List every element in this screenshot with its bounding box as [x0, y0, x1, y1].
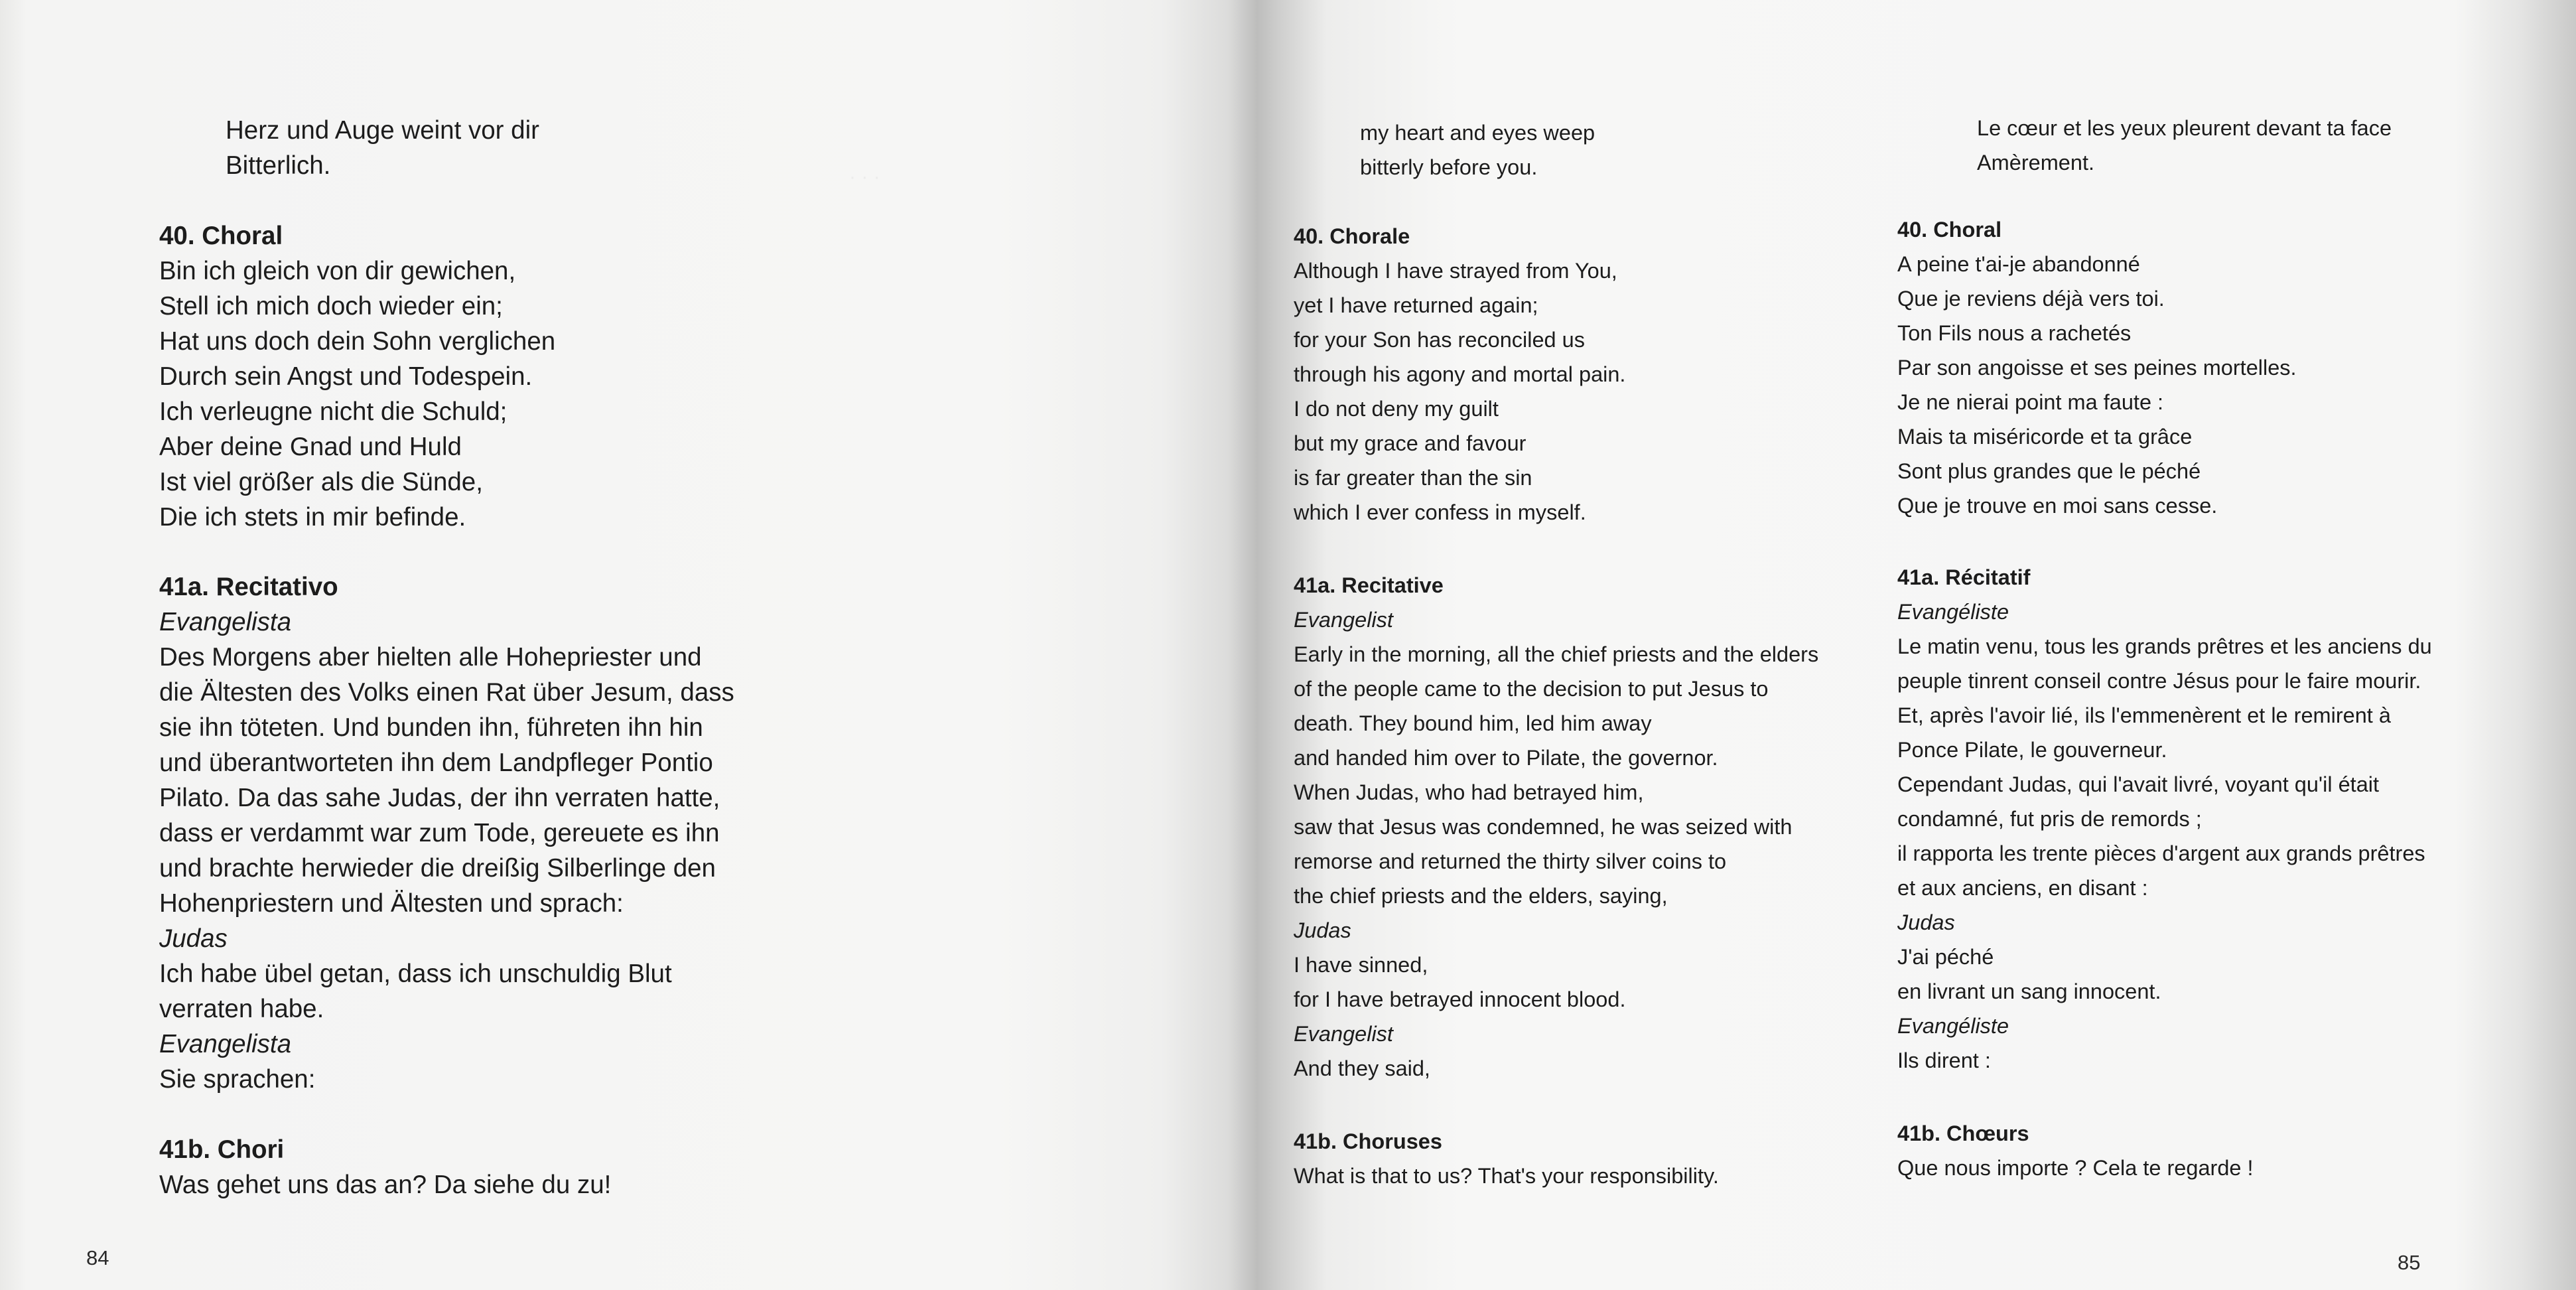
text-line: condamné, fut pris de remords ;	[1897, 807, 2202, 831]
text-line: through his agony and mortal pain.	[1294, 362, 1626, 386]
speaker-label: Evangéliste	[1897, 600, 2009, 624]
text-line: Mais ta miséricorde et ta grâce	[1897, 425, 2193, 449]
text-line: Que je reviens déjà vers toi.	[1897, 287, 2165, 311]
text-line: What is that to us? That's your responsibility.	[1294, 1164, 1719, 1188]
speaker-label: Evangelista	[159, 1030, 292, 1058]
text-line: When Judas, who had betrayed him,	[1294, 780, 1644, 804]
text-line: et aux anciens, en disant :	[1897, 876, 2148, 900]
speaker-label: Evangéliste	[1897, 1014, 2009, 1038]
text-line: and handed him over to Pilate, the governor.	[1294, 746, 1718, 770]
text-line: Des Morgens aber hielten alle Hohepriester und	[159, 643, 702, 672]
section-heading: 41a. Recitativo	[159, 573, 338, 601]
page-number-right: 85	[2398, 1251, 2421, 1274]
section-heading: 40. Chorale	[1294, 224, 1410, 248]
section-heading: 41b. Choruses	[1294, 1129, 1442, 1153]
text-line: Par son angoisse et ses peines mortelles.	[1897, 356, 2297, 380]
text-line: und brachte herwieder die dreißig Silberlinge den	[159, 854, 716, 883]
text-line: Ton Fils nous a rachetés	[1897, 321, 2132, 345]
show-through-text: · · ·	[849, 166, 880, 188]
text-line: Et, après l'avoir lié, ils l'emmenèrent et le remirent à	[1897, 703, 2391, 727]
speaker-label: Evangelist	[1294, 1022, 1393, 1046]
text-line: And they said,	[1294, 1056, 1430, 1080]
section-heading: 41b. Chori	[159, 1135, 285, 1164]
text-line: Ponce Pilate, le gouverneur.	[1897, 738, 2167, 762]
text-line: il rapporta les trente pièces d'argent aux grands prêtres	[1897, 841, 2425, 865]
text-line: Was gehet uns das an? Da siehe du zu!	[159, 1171, 612, 1199]
text-line: for I have betrayed innocent blood.	[1294, 987, 1626, 1011]
text-line: Amèrement.	[1977, 151, 2095, 175]
text-line: Bin ich gleich von dir gewichen,	[159, 257, 516, 285]
text-line: verraten habe.	[159, 995, 324, 1023]
text-line: for your Son has reconciled us	[1294, 328, 1585, 352]
text-line: the chief priests and the elders, saying,	[1294, 884, 1668, 908]
text-line: Que je trouve en moi sans cesse.	[1897, 494, 2218, 518]
text-line: Aber deine Gnad und Huld	[159, 433, 462, 461]
text-line: dass er verdammt war zum Tode, gereuete es ihn	[159, 819, 720, 847]
text-line: death. They bound him, led him away	[1294, 711, 1652, 735]
text-line: Ist viel größer als die Sünde,	[159, 468, 483, 496]
speaker-label: Judas	[159, 924, 228, 953]
speaker-label: Evangelista	[159, 608, 292, 636]
text-line: which I ever confess in myself.	[1294, 500, 1586, 524]
section-heading: 40. Choral	[159, 222, 283, 250]
section-heading: 41b. Chœurs	[1897, 1121, 2029, 1145]
text-line: Die ich stets in mir befinde.	[159, 503, 466, 532]
text-line: Durch sein Angst und Todespein.	[159, 362, 533, 391]
text-line: Although I have strayed from You,	[1294, 259, 1617, 283]
text-line: of the people came to the decision to put Jesus to	[1294, 677, 1769, 701]
text-line: bitterly before you.	[1360, 155, 1538, 179]
speaker-label: Evangelist	[1294, 608, 1393, 632]
text-line: Early in the morning, all the chief priests and the elders	[1294, 642, 1819, 666]
text-line: Herz und Auge weint vor dir	[226, 116, 539, 145]
text-line: J'ai péché	[1897, 945, 1994, 969]
text-line: I have sinned,	[1294, 953, 1428, 977]
text-line: Stell ich mich doch wieder ein;	[159, 292, 503, 321]
text-line: die Ältesten des Volks einen Rat über Jesum, dass	[159, 678, 734, 707]
text-line: my heart and eyes weep	[1360, 121, 1595, 145]
section-heading: 41a. Recitative	[1294, 573, 1444, 597]
text-line: en livrant un sang innocent.	[1897, 979, 2161, 1003]
text-line: Je ne nierai point ma faute :	[1897, 390, 2164, 414]
text-line: Hat uns doch dein Sohn verglichen	[159, 327, 556, 356]
text-line: remorse and returned the thirty silver coins to	[1294, 849, 1727, 873]
text-line: Pilato. Da das sahe Judas, der ihn verraten hatte,	[159, 784, 720, 812]
page-number-left: 84	[86, 1246, 109, 1269]
text-line: is far greater than the sin	[1294, 466, 1532, 490]
speaker-label: Judas	[1294, 918, 1351, 942]
text-line: peuple tinrent conseil contre Jésus pour le faire mourir.	[1897, 669, 2421, 693]
text-line: Hohenpriestern und Ältesten und sprach:	[159, 889, 624, 918]
text-line: saw that Jesus was condemned, he was seized with	[1294, 815, 1793, 839]
text-line: Ils dirent :	[1897, 1048, 1991, 1072]
text-line: und überantworteten ihn dem Landpfleger Pontio	[159, 749, 713, 777]
text-line: but my grace and favour	[1294, 431, 1526, 455]
text-line: Cependant Judas, qui l'avait livré, voyant qu'il était	[1897, 772, 2380, 796]
text-line: Le cœur et les yeux pleurent devant ta face	[1977, 116, 2392, 140]
section-heading: 41a. Récitatif	[1897, 565, 2031, 589]
text-line: Sie sprachen:	[159, 1065, 316, 1094]
text-line: Sont plus grandes que le péché	[1897, 459, 2201, 483]
text-line: Que nous importe ? Cela te regarde !	[1897, 1156, 2254, 1180]
text-line: A peine t'ai-je abandonné	[1897, 252, 2140, 276]
speaker-label: Judas	[1897, 910, 1955, 934]
section-heading: 40. Choral	[1897, 218, 2002, 242]
text-line: Ich verleugne nicht die Schuld;	[159, 397, 508, 426]
text-line: Le matin venu, tous les grands prêtres et les anciens du	[1897, 634, 2432, 658]
text-line: sie ihn töteten. Und bunden ihn, führeten ihn hin	[159, 713, 703, 742]
text-line: yet I have returned again;	[1294, 293, 1538, 317]
text-line: Bitterlich.	[226, 151, 331, 180]
text-line: I do not deny my guilt	[1294, 397, 1499, 421]
text-line: Ich habe übel getan, dass ich unschuldig Blut	[159, 960, 672, 988]
